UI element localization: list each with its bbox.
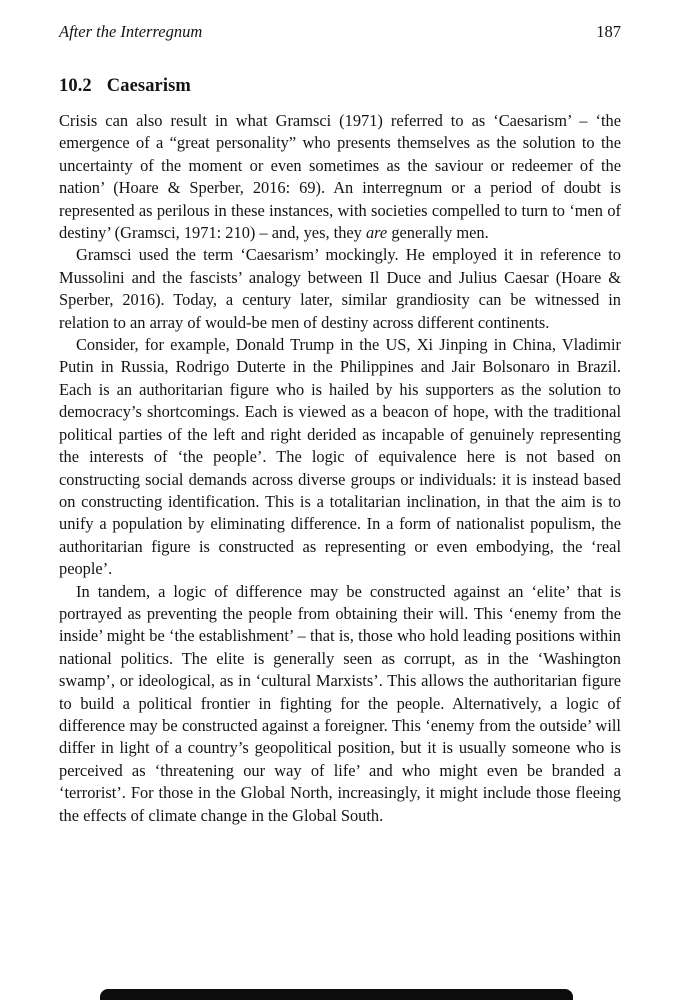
section-title: Caesarism (106, 76, 191, 96)
paragraph: Crisis can also result in what Gramsci (1971) referred to as ‘Caesarism’ – ‘the emergence of a “great personality” who presents themselves as the solution to the uncertainty of the moment or even sometimes as the saviour or redeemer of the nation’ (Hoare & Sperber, 2016: 69). An interregnum or a period of doubt is represented as perilous in these instances, with societies compelled to turn to ‘men of destiny’ (Gramsci, 1971: 210) – and, yes, they are generally men. (59, 111, 621, 243)
bottom-toolbar[interactable] (100, 989, 573, 1000)
page-content (59, 22, 621, 827)
paragraph: Consider, for example, Donald Trump in the US, Xi Jinping in China, Vladimir Putin in Russia, Rodrigo Duterte in the Philippines and Jair Bolsonaro in Brazil. Each is an authoritarian figure who is hailed by his supporters as the solution to democracy’s shortcomings. Each is viewed as a beacon of hope, with the traditional political parties of the left and right derided as incapable of genuinely representing the interests of ‘the people’. The logic of equivalence here is not based on constructing social demands across diverse groups or individuals: it is instead based on constructing identification. This is a totalitarian inclination, in that the aim is to unify a population by eliminating difference. In a form of nationalist populism, the authoritarian figure is constructed as representing or even embodying, the ‘real people’. (59, 335, 621, 579)
book-title: After the Interregnum (59, 22, 203, 41)
paragraph: Gramsci used the term ‘Caesarism’ mockingly. He employed it in reference to Mussolini and the fascists’ analogy between Il Duce and Julius Caesar (Hoare & Sperber, 2016). Today, a century later, similar grandiosity can be witnessed in relation to an array of would-be men of destiny across different continents. (59, 245, 621, 332)
body-text (59, 110, 621, 827)
section-number: 10.2 (59, 76, 92, 96)
section-heading (59, 76, 621, 97)
page-number: 187 (596, 22, 621, 41)
paragraph: In tandem, a logic of difference may be constructed against an ‘elite’ that is portrayed as preventing the people from obtaining their will. This ‘enemy from the inside’ might be ‘the establishment’ – that is, those who hold leading positions within national politics. The elite is generally seen as corrupt, as in the ‘Washington swamp’, or ideological, as in ‘cultural Marxists’. This allows the authoritarian figure to build a political frontier in fighting for the people. Alternatively, a logic of difference may be constructed against a foreigner. This ‘enemy from the outside’ will differ in light of a country’s geopolitical position, but it is usually someone who is perceived as ‘threatening our way of life’ and who might even be branded a ‘terrorist’. For those in the Global North, increasingly, it might include those fleeing the effects of climate change in the Global South. (59, 581, 621, 825)
running-head (59, 22, 621, 42)
